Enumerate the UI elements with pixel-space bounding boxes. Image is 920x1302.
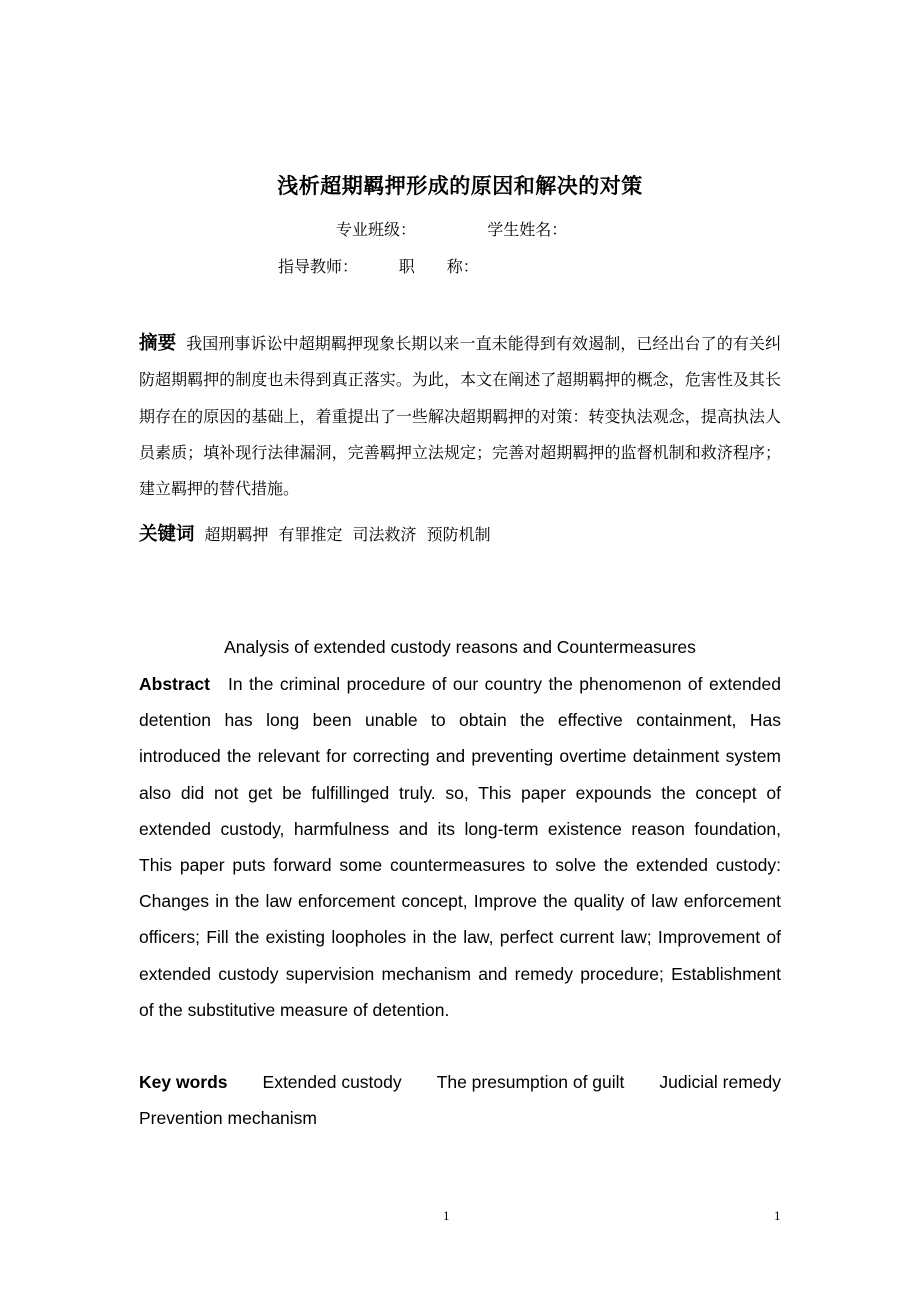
chinese-keyword: 超期羁押 (204, 525, 269, 544)
english-abstract-text: In the criminal procedure of our country the phenomenon of extended detention has long been unable to obtain the effective containment, Has introduced the relevant for correcting and preventing overtime detainment system also did not get be fulfillinged truly. so, This paper expounds the concept of extended custody, harmfulness and its long-term existence reason foundation, This paper puts forward some countermeasures to solve the extended custody: Changes in the law enforcement concept, Improve the quality of law enforcement officers; Fill the existing loopholes in the law, perfect current law; Improvement of extended custody supervision mechanism and remedy procedure; Establishment of the substitutive measure of detention. (139, 674, 781, 1020)
chinese-keywords (139, 520, 781, 546)
major-class-label: 专业班级： (336, 220, 417, 239)
meta-line-2 (278, 254, 479, 277)
chinese-keywords-heading: 关键词 (139, 524, 195, 545)
page-number-center: 1 (443, 1208, 450, 1223)
english-keywords-heading: Key words (139, 1072, 228, 1092)
english-keyword: Judicial remedy (659, 1072, 781, 1092)
english-title: Analysis of extended custody reasons and Countermeasures (224, 637, 696, 657)
english-keywords-row (139, 1064, 781, 1100)
english-keyword: The presumption of guilt (436, 1072, 625, 1092)
page-title: 浅析超期羁押形成的原因和解决的对策 (277, 174, 643, 198)
chinese-abstract (139, 326, 781, 507)
page-number-right: 1 (774, 1208, 781, 1223)
english-keywords (139, 1064, 781, 1136)
chinese-keyword: 预防机制 (426, 525, 491, 544)
english-abstract (139, 666, 781, 1028)
english-keyword: Extended custody (262, 1072, 402, 1092)
chinese-abstract-text: 我国刑事诉讼中超期羁押现象长期以来一直未能得到有效遏制，已经出台了的有关纠防超期羁押的制度也未得到真正落实。为此，本文在阐述了超期羁押的概念，危害性及其长期存在的原因的基础上，着重提出了一些解决超期羁押的对策：转变执法观念，提高执法人员素质；填补现行法律漏洞，完善羁押立法规定；完善对超期羁押的监督机制和救济程序；建立羁押的替代措施。 (139, 334, 781, 499)
chinese-keyword: 司法救济 (352, 525, 417, 544)
rank-label: 职 称： (398, 257, 479, 276)
meta-line-1 (336, 217, 567, 240)
chinese-keyword: 有罪推定 (278, 525, 343, 544)
english-keyword: Prevention mechanism (139, 1108, 317, 1129)
advisor-label: 指导教师： (278, 257, 359, 276)
student-name-label: 学生姓名： (487, 220, 568, 239)
english-abstract-heading: Abstract (139, 674, 210, 694)
chinese-abstract-heading: 摘要 (139, 333, 177, 354)
